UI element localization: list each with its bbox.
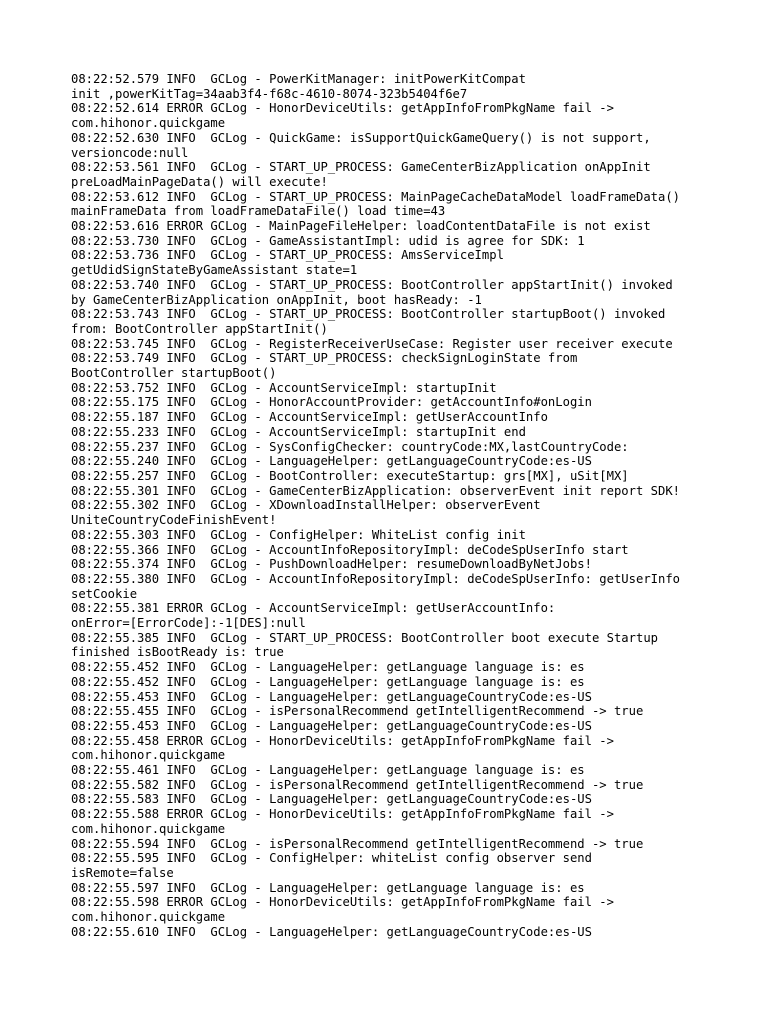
log-document (71, 72, 761, 939)
log-line: setCookie (71, 586, 138, 601)
log-line: 08:22:52.579 INFO GCLog - PowerKitManager: initPowerKitCompat (71, 72, 526, 86)
log-line: 08:22:55.594 INFO GCLog - isPersonalRecommend getIntelligentRecommend -> true (71, 836, 644, 851)
log-line: com.hihonor.quickgame (71, 910, 226, 925)
log-line: 08:22:53.612 INFO GCLog - START_UP_PROCESS: MainPageCacheDataModel loadFrameData() (71, 189, 681, 204)
log-line: 08:22:55.301 INFO GCLog - GameCenterBizApplication: observerEvent init report SDK! (71, 483, 681, 498)
log-line: from: BootController appStartInit() (71, 321, 328, 336)
log-line: 08:22:53.616 ERROR GCLog - MainPageFileHelper: loadContentDataFile is not exist (71, 219, 651, 234)
log-line: 08:22:55.452 INFO GCLog - LanguageHelper: getLanguage language is: es (71, 674, 585, 689)
log-line: 08:22:55.175 INFO GCLog - HonorAccountProvider: getAccountInfo#onLogin (71, 395, 592, 410)
log-line: 08:22:55.237 INFO GCLog - SysConfigChecker: countryCode:MX,lastCountryCode: (71, 439, 629, 454)
log-line: mainFrameData from loadFrameDataFile() load time=43 (71, 204, 446, 219)
log-line: 08:22:53.745 INFO GCLog - RegisterReceiverUseCase: Register user receiver execute (71, 336, 673, 351)
log-line: 08:22:55.598 ERROR GCLog - HonorDeviceUtils: getAppInfoFromPkgName fail -> (71, 895, 614, 910)
log-line: BootController startupBoot() (71, 366, 277, 381)
log-line: 08:22:55.588 ERROR GCLog - HonorDeviceUtils: getAppInfoFromPkgName fail -> (71, 807, 614, 822)
log-line: 08:22:52.614 ERROR GCLog - HonorDeviceUtils: getAppInfoFromPkgName fail -> (71, 101, 614, 116)
log-line: init ,powerKitTag=34aab3f4-f68c-4610-8074-323b5404f6e7 (71, 86, 468, 101)
log-line: 08:22:53.743 INFO GCLog - START_UP_PROCESS: BootController startupBoot() invoked (71, 307, 666, 322)
log-line: 08:22:55.597 INFO GCLog - LanguageHelper: getLanguage language is: es (71, 880, 585, 895)
log-line: 08:22:55.582 INFO GCLog - isPersonalRecommend getIntelligentRecommend -> true (71, 777, 644, 792)
log-line: UniteCountryCodeFinishEvent! (71, 513, 277, 528)
log-line: 08:22:55.374 INFO GCLog - PushDownloadHelper: resumeDownloadByNetJobs! (71, 557, 592, 572)
log-line: 08:22:55.610 INFO GCLog - LanguageHelper: getLanguageCountryCode:es-US (71, 924, 592, 939)
log-line: 08:22:55.453 INFO GCLog - LanguageHelper: getLanguageCountryCode:es-US (71, 718, 592, 733)
log-line: com.hihonor.quickgame (71, 748, 226, 763)
log-line: 08:22:55.583 INFO GCLog - LanguageHelper: getLanguageCountryCode:es-US (71, 792, 592, 807)
log-line: 08:22:55.385 INFO GCLog - START_UP_PROCESS: BootController boot execute Startup (71, 630, 658, 645)
log-line: 08:22:55.461 INFO GCLog - LanguageHelper: getLanguage language is: es (71, 763, 585, 778)
log-line: 08:22:55.233 INFO GCLog - AccountServiceImpl: startupInit end (71, 424, 526, 439)
log-line: 08:22:55.458 ERROR GCLog - HonorDeviceUtils: getAppInfoFromPkgName fail -> (71, 733, 614, 748)
log-line: 08:22:55.452 INFO GCLog - LanguageHelper: getLanguage language is: es (71, 660, 585, 675)
log-line: 08:22:55.453 INFO GCLog - LanguageHelper: getLanguageCountryCode:es-US (71, 689, 592, 704)
log-line: 08:22:53.561 INFO GCLog - START_UP_PROCESS: GameCenterBizApplication onAppInit (71, 160, 651, 175)
log-line: isRemote=false (71, 865, 174, 880)
log-line: preLoadMainPageData() will execute! (71, 174, 328, 189)
log-line: 08:22:55.240 INFO GCLog - LanguageHelper: getLanguageCountryCode:es-US (71, 454, 592, 469)
log-line: 08:22:55.455 INFO GCLog - isPersonalRecommend getIntelligentRecommend -> true (71, 704, 644, 719)
log-line: 08:22:53.736 INFO GCLog - START_UP_PROCESS: AmsServiceImpl (71, 248, 504, 263)
log-line: 08:22:53.749 INFO GCLog - START_UP_PROCESS: checkSignLoginState from (71, 351, 578, 366)
log-line: 08:22:53.730 INFO GCLog - GameAssistantImpl: udid is agree for SDK: 1 (71, 233, 585, 248)
log-line: by GameCenterBizApplication onAppInit, boot hasReady: -1 (71, 292, 482, 307)
log-line: com.hihonor.quickgame (71, 821, 226, 836)
log-line: onError=[ErrorCode]:-1[DES]:null (71, 616, 306, 631)
log-line: 08:22:55.302 INFO GCLog - XDownloadInstallHelper: observerEvent (71, 498, 541, 513)
log-line: 08:22:53.740 INFO GCLog - START_UP_PROCESS: BootController appStartInit() invoked (71, 277, 673, 292)
log-line: 08:22:55.595 INFO GCLog - ConfigHelper: whiteList config observer send (71, 851, 592, 866)
log-lines (71, 72, 761, 939)
log-line: 08:22:55.187 INFO GCLog - AccountServiceImpl: getUserAccountInfo (71, 410, 548, 425)
log-line: 08:22:55.303 INFO GCLog - ConfigHelper: WhiteList config init (71, 527, 526, 542)
log-line: 08:22:55.366 INFO GCLog - AccountInfoRepositoryImpl: deCodeSpUserInfo start (71, 542, 629, 557)
log-line: 08:22:55.381 ERROR GCLog - AccountServiceImpl: getUserAccountInfo: (71, 601, 556, 616)
log-line: getUdidSignStateByGameAssistant state=1 (71, 263, 358, 278)
log-line: finished isBootReady is: true (71, 645, 284, 660)
log-line: versioncode:null (71, 145, 189, 160)
log-line: com.hihonor.quickgame (71, 116, 226, 131)
log-line: 08:22:53.752 INFO GCLog - AccountServiceImpl: startupInit (71, 380, 497, 395)
log-line: 08:22:52.630 INFO GCLog - QuickGame: isSupportQuickGameQuery() is not support, (71, 130, 651, 145)
log-line: 08:22:55.257 INFO GCLog - BootController: executeStartup: grs[MX], uSit[MX] (71, 468, 629, 483)
log-line: 08:22:55.380 INFO GCLog - AccountInfoRepositoryImpl: deCodeSpUserInfo: getUserInfo (71, 571, 681, 586)
